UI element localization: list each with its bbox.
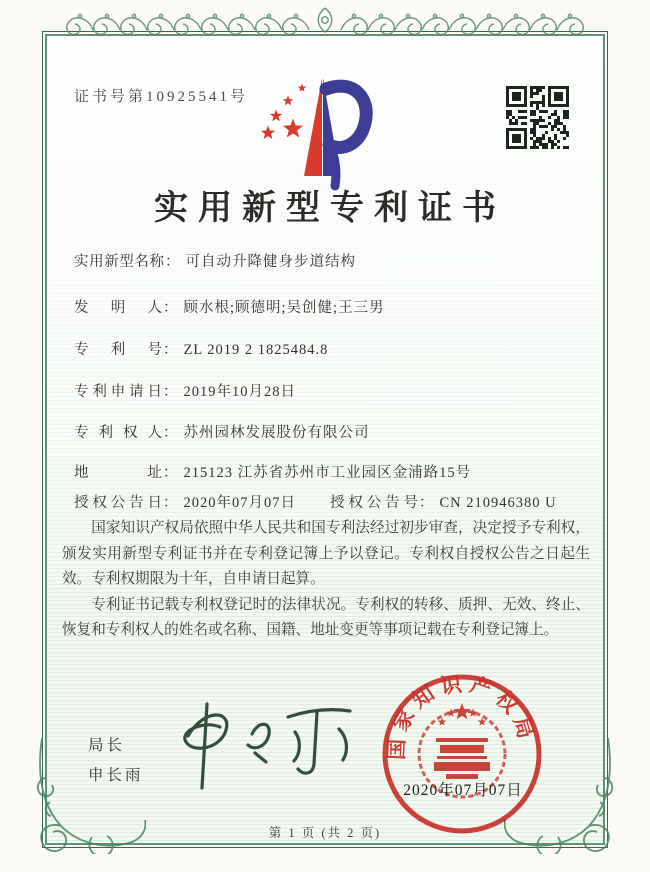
certificate-title: 实用新型专利证书 bbox=[154, 190, 506, 227]
cnipa-ip-logo-icon bbox=[252, 74, 402, 192]
top-ornament-scrollwork bbox=[55, 2, 595, 48]
field-value: 215123 江苏省苏州市工业园区金浦路15号 bbox=[183, 465, 472, 481]
colon: ： bbox=[163, 495, 178, 511]
grant-number-value: CN 210946380 U bbox=[439, 495, 557, 511]
field-value: 顾水根;顾德明;吴创健;王三男 bbox=[183, 300, 385, 316]
director-title: 局长 bbox=[88, 737, 126, 754]
field-label: 专利号 bbox=[74, 342, 162, 358]
field-value: ZL 2019 2 1825484.8 bbox=[183, 342, 329, 358]
grant-date-label: 授权公告日 bbox=[74, 495, 162, 511]
colon: ： bbox=[163, 425, 178, 441]
seal-ring-text: 国家知识产权局 bbox=[384, 671, 540, 761]
colon: ： bbox=[163, 465, 178, 481]
field-label: 地址 bbox=[74, 465, 162, 481]
colon: ： bbox=[419, 495, 434, 511]
colon: ： bbox=[163, 384, 178, 400]
field-value: 苏州园林发展股份有限公司 bbox=[183, 425, 370, 441]
field-row-filing-date bbox=[74, 380, 296, 401]
colon: ： bbox=[163, 300, 178, 316]
field-row-grant bbox=[74, 491, 557, 512]
legal-paragraph-1: 国家知识产权局依照中华人民共和国专利法经过初步审查，决定授予专利权，颁发实用新型专利证书并在专利登记簿上予以登记。专利权自授权公告之日起生效。专利权期限为十年，自申请日起算。 bbox=[62, 520, 590, 587]
field-label: 专利申请日 bbox=[74, 384, 162, 400]
legal-text bbox=[62, 516, 590, 644]
director-block bbox=[88, 731, 144, 791]
field-value: 2019年10月28日 bbox=[183, 384, 296, 400]
field-value: 可自动升降健身步道结构 bbox=[185, 254, 356, 270]
director-signature-handwriting bbox=[160, 700, 370, 800]
field-row-patent-number bbox=[74, 338, 328, 359]
certificate-number: 证书号第10925541号 bbox=[74, 89, 249, 105]
grant-number-label: 授权公告号 bbox=[330, 495, 418, 511]
field-row-inventors bbox=[74, 296, 385, 317]
qr-code bbox=[506, 86, 569, 149]
director-name: 申长雨 bbox=[88, 767, 144, 784]
page-number: 第 1 页 (共 2 页) bbox=[268, 826, 382, 840]
cnipa-red-seal bbox=[376, 666, 548, 848]
seal-date: 2020年07月07日 bbox=[403, 782, 523, 799]
grant-number-group bbox=[330, 491, 557, 512]
colon: ： bbox=[163, 342, 178, 358]
grant-date-value: 2020年07月07日 bbox=[183, 495, 296, 511]
legal-paragraph-2: 专利证书记载专利权登记时的法律状况。专利权的转移、质押、无效、终止、恢复和专利权人的姓名或名称、国籍、地址变更等事项记载在专利登记簿上。 bbox=[62, 596, 590, 638]
field-label: 实用新型名称 bbox=[74, 254, 164, 270]
field-label: 发明人 bbox=[74, 300, 162, 316]
field-row-patentee bbox=[74, 421, 370, 442]
field-row-name bbox=[74, 250, 356, 271]
field-row-address bbox=[74, 461, 471, 482]
colon: ： bbox=[165, 254, 180, 270]
field-label: 专利权人 bbox=[74, 425, 162, 441]
